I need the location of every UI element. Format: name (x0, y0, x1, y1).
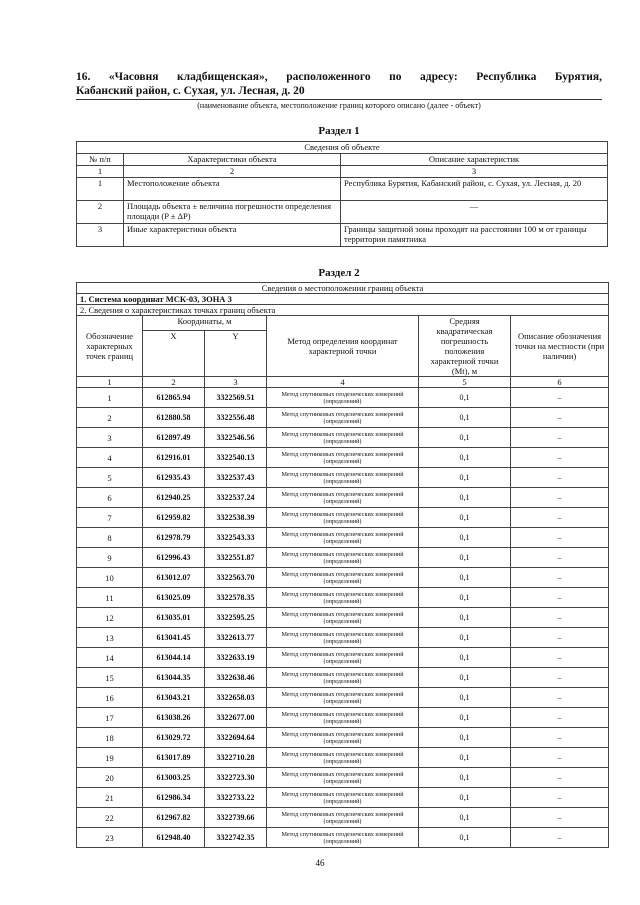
method-cell: Метод спутниковых геодезических измерений (определений) (267, 388, 419, 408)
coord-x: 613043.21 (143, 688, 205, 708)
t1-row-name: Площадь объекта ± величина погрешности определения площади (P ± ΔP) (124, 201, 341, 224)
point-number: 1 (77, 388, 143, 408)
coord-x: 612897.49 (143, 428, 205, 448)
accuracy-cell: 0,1 (419, 588, 511, 608)
coord-x: 613038.26 (143, 708, 205, 728)
table-row (77, 768, 609, 788)
object-heading (76, 70, 602, 98)
coord-x: 612996.43 (143, 548, 205, 568)
coord-y: 3322537.43 (205, 468, 267, 488)
coord-y: 3322633.19 (205, 648, 267, 668)
coord-x: 612986.34 (143, 788, 205, 808)
point-number: 18 (77, 728, 143, 748)
t1-row-desc: Границы защитной зоны проходят на расстоянии 100 м от границы территории памятника (341, 224, 608, 247)
coord-y: 3322595.25 (205, 608, 267, 628)
point-number: 12 (77, 608, 143, 628)
description-cell: – (511, 828, 609, 848)
t1-row-desc: — (341, 201, 608, 224)
heading-line-1: 16. «Часовня кладбищенская», расположенного по адресу: Республика Бурятия, (76, 71, 602, 83)
accuracy-cell: 0,1 (419, 808, 511, 828)
table-row (77, 568, 609, 588)
accuracy-cell: 0,1 (419, 488, 511, 508)
method-cell: Метод спутниковых геодезических измерений (определений) (267, 748, 419, 768)
coord-y: 3322739.66 (205, 808, 267, 828)
coord-x: 612948.40 (143, 828, 205, 848)
table-row (77, 648, 609, 668)
method-cell: Метод спутниковых геодезических измерений (определений) (267, 808, 419, 828)
coord-y: 3322710.28 (205, 748, 267, 768)
point-number: 15 (77, 668, 143, 688)
method-cell: Метод спутниковых геодезических измерений (определений) (267, 548, 419, 568)
description-cell: – (511, 488, 609, 508)
description-cell: – (511, 728, 609, 748)
description-cell: – (511, 468, 609, 488)
accuracy-cell: 0,1 (419, 388, 511, 408)
coord-x: 612880.58 (143, 408, 205, 428)
coord-x: 613035.01 (143, 608, 205, 628)
coord-y: 3322723.30 (205, 768, 267, 788)
description-cell: – (511, 408, 609, 428)
t1-colnum: 3 (341, 166, 608, 178)
heading-line-2: Кабанский район, с. Сухая, ул. Лесная, д. 20 (76, 85, 305, 97)
accuracy-cell: 0,1 (419, 828, 511, 848)
method-cell: Метод спутниковых геодезических измерений (определений) (267, 568, 419, 588)
point-number: 8 (77, 528, 143, 548)
t1-row-name: Иные характеристики объекта (124, 224, 341, 247)
table-row (77, 788, 609, 808)
accuracy-cell: 0,1 (419, 408, 511, 428)
coord-y: 3322613.77 (205, 628, 267, 648)
coord-y: 3322694.64 (205, 728, 267, 748)
header-method: Метод определения координат характерной точки (267, 316, 419, 377)
point-number: 20 (77, 768, 143, 788)
accuracy-cell: 0,1 (419, 668, 511, 688)
coord-x: 612978.79 (143, 528, 205, 548)
method-cell: Метод спутниковых геодезических измерений (определений) (267, 668, 419, 688)
coord-x: 613044.14 (143, 648, 205, 668)
t1-header-num: № п/п (77, 154, 124, 166)
table-row (77, 748, 609, 768)
t1-row-name: Местоположение объекта (124, 178, 341, 201)
accuracy-cell: 0,1 (419, 748, 511, 768)
accuracy-cell: 0,1 (419, 468, 511, 488)
table-row (77, 528, 609, 548)
object-info-table (76, 141, 608, 247)
t1-header-desc: Описание характеристик (341, 154, 608, 166)
point-number: 3 (77, 428, 143, 448)
header-y: Y (205, 330, 267, 376)
accuracy-cell: 0,1 (419, 528, 511, 548)
method-cell: Метод спутниковых геодезических измерений (определений) (267, 588, 419, 608)
description-cell: – (511, 668, 609, 688)
method-cell: Метод спутниковых геодезических измерений (определений) (267, 528, 419, 548)
table-row (77, 408, 609, 428)
table-row (77, 608, 609, 628)
table-row (77, 448, 609, 468)
t2-colnum: 5 (419, 377, 511, 388)
coord-x: 613041.45 (143, 628, 205, 648)
header-coords: Координаты, м (143, 316, 267, 331)
header-point: Обозначение характерных точек границ (77, 316, 143, 377)
table-row (77, 548, 609, 568)
coordinate-system: 1. Система координат МСК-03, ЗОНА 3 (77, 294, 609, 305)
point-number: 6 (77, 488, 143, 508)
table-row (77, 808, 609, 828)
coord-y: 3322551.87 (205, 548, 267, 568)
header-x: X (143, 330, 205, 376)
coord-x: 612916.01 (143, 448, 205, 468)
description-cell: – (511, 648, 609, 668)
table-row (77, 728, 609, 748)
coord-y: 3322540.13 (205, 448, 267, 468)
coord-x: 612967.82 (143, 808, 205, 828)
point-number: 5 (77, 468, 143, 488)
coord-x: 612959.82 (143, 508, 205, 528)
point-number: 7 (77, 508, 143, 528)
t2-colnum: 6 (511, 377, 609, 388)
section-2-caption: Сведения о местоположении границ объекта (77, 283, 609, 294)
section-1-title: Раздел 1 (318, 125, 360, 137)
t1-row-num: 3 (77, 224, 124, 247)
accuracy-cell: 0,1 (419, 608, 511, 628)
coord-y: 3322742.35 (205, 828, 267, 848)
point-number: 22 (77, 808, 143, 828)
point-number: 19 (77, 748, 143, 768)
description-cell: – (511, 628, 609, 648)
coord-y: 3322733.22 (205, 788, 267, 808)
t1-header-char: Характеристики объекта (124, 154, 341, 166)
point-number: 13 (77, 628, 143, 648)
coord-x: 612940.25 (143, 488, 205, 508)
table-row (77, 428, 609, 448)
method-cell: Метод спутниковых геодезических измерений (определений) (267, 448, 419, 468)
accuracy-cell: 0,1 (419, 768, 511, 788)
t2-colnum: 3 (205, 377, 267, 388)
coord-y: 3322563.70 (205, 568, 267, 588)
point-number: 23 (77, 828, 143, 848)
method-cell: Метод спутниковых геодезических измерений (определений) (267, 488, 419, 508)
coord-y: 3322677.00 (205, 708, 267, 728)
t2-colnum: 1 (77, 377, 143, 388)
table-row (77, 201, 608, 224)
point-number: 17 (77, 708, 143, 728)
coord-x: 613029.72 (143, 728, 205, 748)
description-cell: – (511, 748, 609, 768)
points-body (77, 388, 609, 848)
table-row (77, 488, 609, 508)
t1-row-num: 1 (77, 178, 124, 201)
description-cell: – (511, 808, 609, 828)
method-cell: Метод спутниковых геодезических измерений (определений) (267, 688, 419, 708)
description-cell: – (511, 508, 609, 528)
t2-colnum: 2 (143, 377, 205, 388)
t1-colnum: 1 (77, 166, 124, 178)
description-cell: – (511, 768, 609, 788)
method-cell: Метод спутниковых геодезических измерений (определений) (267, 408, 419, 428)
description-cell: – (511, 528, 609, 548)
accuracy-cell: 0,1 (419, 428, 511, 448)
accuracy-cell: 0,1 (419, 788, 511, 808)
coord-x: 613003.25 (143, 768, 205, 788)
coord-y: 3322658.03 (205, 688, 267, 708)
method-cell: Метод спутниковых геодезических измерений (определений) (267, 648, 419, 668)
accuracy-cell: 0,1 (419, 568, 511, 588)
table-row (77, 628, 609, 648)
header-description: Описание обозначения точки на местности (при наличии) (511, 316, 609, 377)
table-row (77, 388, 609, 408)
description-cell: – (511, 548, 609, 568)
t1-row-num: 2 (77, 201, 124, 224)
coord-y: 3322556.48 (205, 408, 267, 428)
coord-y: 3322537.24 (205, 488, 267, 508)
method-cell: Метод спутниковых геодезических измерений (определений) (267, 708, 419, 728)
page-number: 46 (315, 858, 325, 868)
point-number: 21 (77, 788, 143, 808)
coord-y: 3322569.51 (205, 388, 267, 408)
coord-y: 3322543.33 (205, 528, 267, 548)
point-number: 2 (77, 408, 143, 428)
table-row (77, 508, 609, 528)
method-cell: Метод спутниковых геодезических измерений (определений) (267, 508, 419, 528)
description-cell: – (511, 688, 609, 708)
method-cell: Метод спутниковых геодезических измерений (определений) (267, 428, 419, 448)
t2-colnum: 4 (267, 377, 419, 388)
table-row (77, 668, 609, 688)
description-cell: – (511, 388, 609, 408)
points-caption: 2. Сведения о характеристиках точках границ объекта (77, 305, 609, 316)
point-number: 10 (77, 568, 143, 588)
accuracy-cell: 0,1 (419, 728, 511, 748)
coord-x: 613044.35 (143, 668, 205, 688)
table-row (77, 588, 609, 608)
point-number: 16 (77, 688, 143, 708)
accuracy-cell: 0,1 (419, 648, 511, 668)
header-accuracy: Средняя квадратическая погрешность положения характерной точки (Mt), м (419, 316, 511, 377)
description-cell: – (511, 428, 609, 448)
point-number: 9 (77, 548, 143, 568)
accuracy-cell: 0,1 (419, 448, 511, 468)
point-number: 11 (77, 588, 143, 608)
point-number: 14 (77, 648, 143, 668)
section-1-caption: Сведения об объекте (77, 142, 608, 154)
accuracy-cell: 0,1 (419, 688, 511, 708)
description-cell: – (511, 708, 609, 728)
coord-x: 612935.43 (143, 468, 205, 488)
method-cell: Метод спутниковых геодезических измерений (определений) (267, 728, 419, 748)
table-row (77, 708, 609, 728)
description-cell: – (511, 788, 609, 808)
method-cell: Метод спутниковых геодезических измерений (определений) (267, 768, 419, 788)
table-row (77, 828, 609, 848)
table-row (77, 468, 609, 488)
boundary-points-table (76, 282, 609, 848)
coord-x: 613017.89 (143, 748, 205, 768)
coord-x: 613012.07 (143, 568, 205, 588)
method-cell: Метод спутниковых геодезических измерений (определений) (267, 608, 419, 628)
description-cell: – (511, 588, 609, 608)
description-cell: – (511, 448, 609, 468)
section-2-title: Раздел 2 (318, 267, 360, 279)
coord-y: 3322538.39 (205, 508, 267, 528)
t1-colnum: 2 (124, 166, 341, 178)
description-cell: – (511, 568, 609, 588)
heading-note: (наименование объекта, местоположение границ которого описано (далее - объект) (76, 99, 602, 110)
table-row (77, 224, 608, 247)
accuracy-cell: 0,1 (419, 548, 511, 568)
point-number: 4 (77, 448, 143, 468)
coord-y: 3322638.46 (205, 668, 267, 688)
table-row (77, 688, 609, 708)
method-cell: Метод спутниковых геодезических измерений (определений) (267, 628, 419, 648)
method-cell: Метод спутниковых геодезических измерений (определений) (267, 468, 419, 488)
coord-y: 3322546.56 (205, 428, 267, 448)
method-cell: Метод спутниковых геодезических измерений (определений) (267, 788, 419, 808)
description-cell: – (511, 608, 609, 628)
coord-y: 3322578.35 (205, 588, 267, 608)
accuracy-cell: 0,1 (419, 708, 511, 728)
accuracy-cell: 0,1 (419, 628, 511, 648)
accuracy-cell: 0,1 (419, 508, 511, 528)
coord-x: 613025.09 (143, 588, 205, 608)
method-cell: Метод спутниковых геодезических измерений (определений) (267, 828, 419, 848)
table-row (77, 178, 608, 201)
coord-x: 612865.94 (143, 388, 205, 408)
t1-row-desc: Республика Бурятия, Кабанский район, с. Сухая, ул. Лесная, д. 20 (341, 178, 608, 201)
